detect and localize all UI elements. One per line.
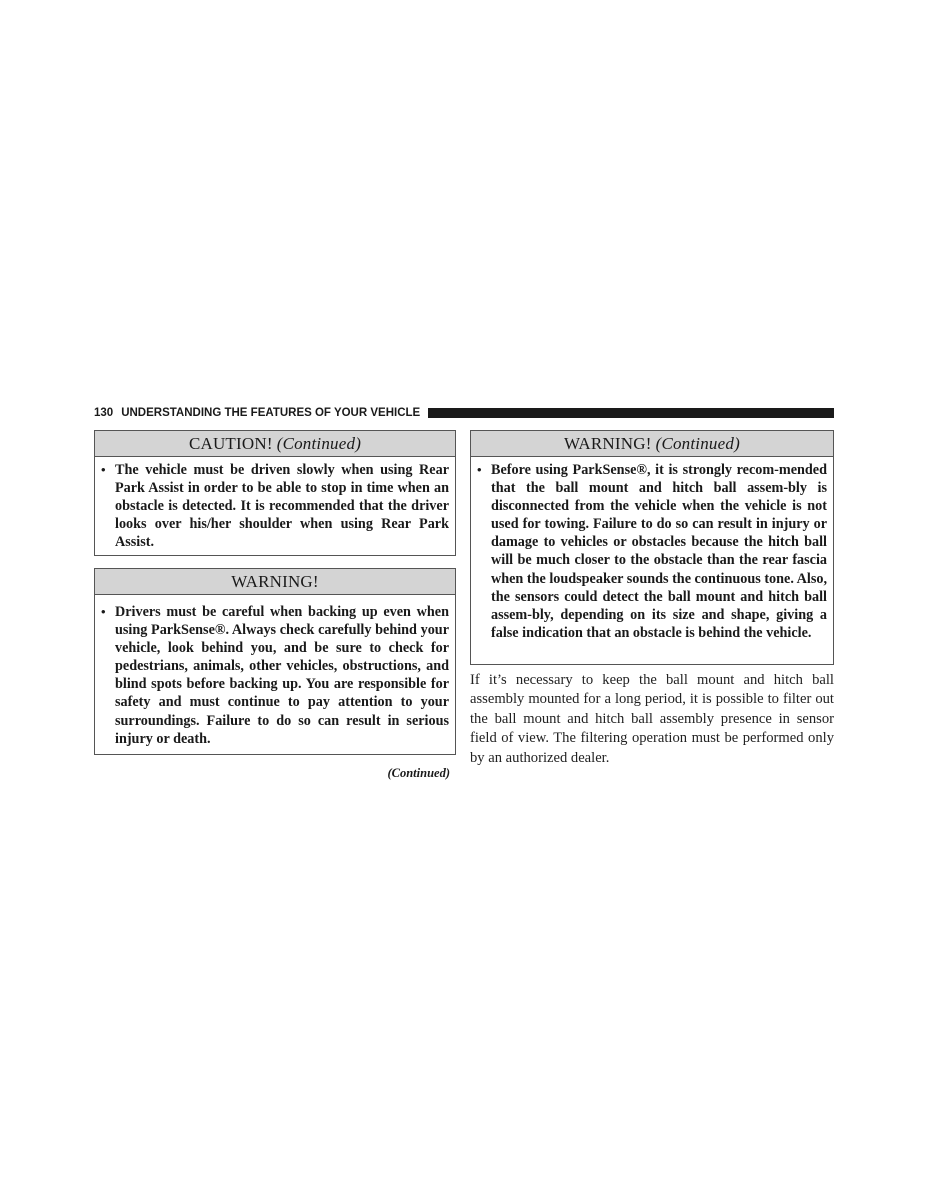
warning-continued-title-text: WARNING! [564,434,652,453]
caution-bullet-item [101,461,449,551]
warning-box [94,568,456,755]
warning-continued-title-suffix: (Continued) [655,434,740,453]
page-header [94,404,834,422]
warning-title-text: WARNING! [231,572,319,591]
caution-title-continued: (Continued) [276,434,362,453]
page-number: 130 [94,407,114,419]
bullet-icon: • [477,462,482,477]
section-title: UNDERSTANDING THE FEATURES OF YOUR VEHICLE [121,407,421,419]
warning-continued-box [470,430,834,665]
bullet-icon: • [101,604,106,619]
caution-box [94,430,456,556]
body-paragraph: If it’s necessary to keep the ball mount and hitch ball assembly mounted for a long period, it is possible to filter out the ball mount and hitch ball assembly presence in sensor field of view. The filtering operation must be performed only by an authorized dealer. [470,672,834,766]
warning-bullet-text: Drivers must be careful when backing up even when using ParkSense®. Always check carefully behind your vehicle, look behind you, and be sure to check for pedestrians, animals, other vehicles, obstructions, and blind spots before backing up. You are responsible for safety and must continue to pay attention to your surroundings. Failure to do so can result in serious injury or death. [115,604,449,747]
warning-continued-bullet-item [477,461,827,642]
caution-title-text: CAUTION! [188,434,273,453]
continued-note: (Continued) [387,766,450,780]
caution-box-body [95,457,455,557]
warning-box-body [95,595,455,754]
warning-box-title [95,569,455,595]
header-rule [428,408,834,418]
bullet-icon: • [101,462,106,477]
caution-bullet-text: The vehicle must be driven slowly when using Rear Park Assist in order to be able to stop in time when an obstacle is detected. It is recommended that the driver looks over his/her shoulder when using Rear Park Assist. [115,462,449,551]
caution-box-title [95,431,455,457]
warning-bullet-item [101,603,449,748]
warning-continued-box-title [471,431,833,457]
warning-continued-bullet-text: Before using ParkSense®, it is strongly recom-mended that the ball mount and hitch ball assem-bly is disconnected from the vehicle when the vehicle is not used for towing. Failure to do so can result in injury or damage to vehicles or obstacles because the hitch ball will be much closer to the obstacle than the rear fascia when the loudspeaker sounds the continuous tone. Also, the sensors could detect the ball mount and hitch ball assem-bly, depending on its size and shape, giving a false indication that an obstacle is behind the vehicle. [491,462,827,641]
warning-continued-box-body [471,457,833,648]
